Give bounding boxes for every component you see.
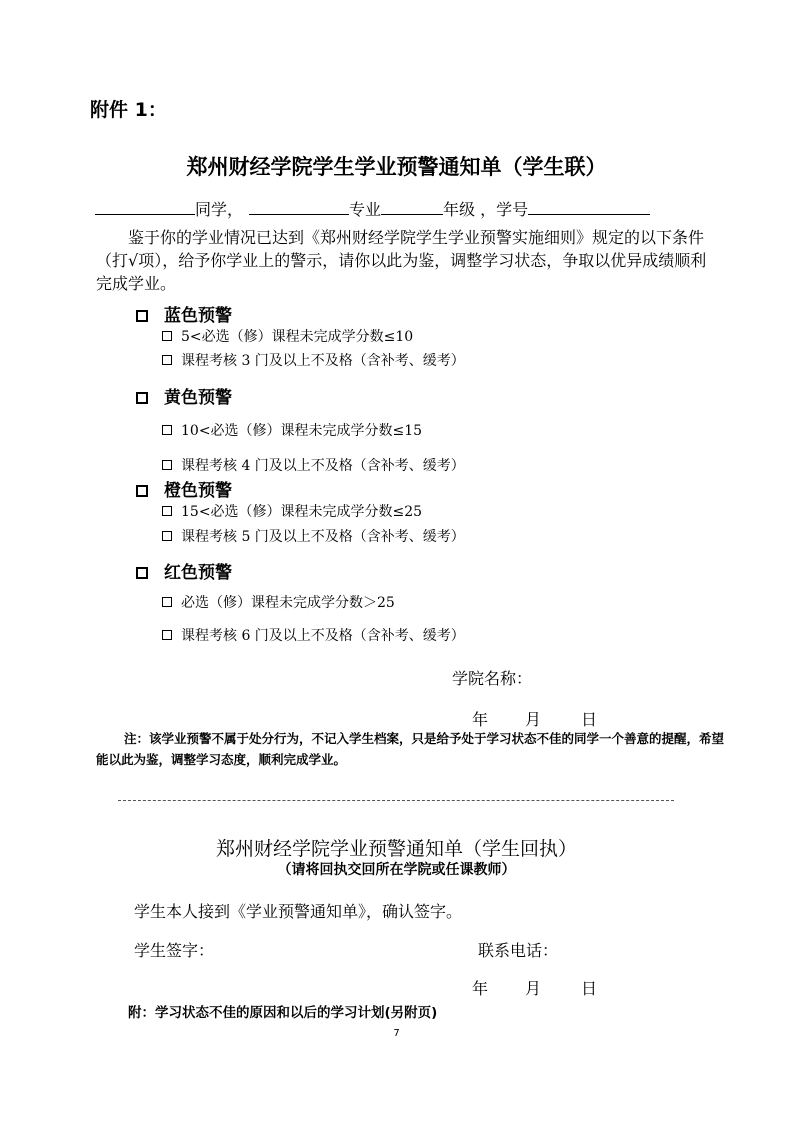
notice-title: 郑州财经学院学生学业预警通知单（学生联） (186, 155, 607, 179)
condition-text: 课程考核 5 门及以上不及格（含补考、缓考） (181, 529, 465, 545)
attachment-label: 附件 1： (90, 99, 167, 121)
condition-item (162, 455, 465, 475)
warning-yellow (136, 383, 232, 408)
condition-item (162, 326, 413, 346)
warning-orange (136, 476, 232, 501)
condition-checkbox[interactable] (162, 506, 172, 516)
condition-item (162, 625, 465, 645)
attachment-note: 附：学习状态不佳的原因和以后的学习计划(另附页) (128, 1005, 438, 1021)
signature-label: 学生签字： (134, 941, 215, 960)
condition-text: 课程考核 6 门及以上不及格（含补考、缓考） (181, 628, 465, 644)
warning-red-label: 红色预警 (164, 563, 232, 583)
condition-text: 课程考核 4 门及以上不及格（含补考、缓考） (181, 458, 465, 474)
notice-date-day: 日 (581, 710, 598, 729)
warning-blue-checkbox[interactable] (136, 310, 148, 322)
condition-text: 课程考核 3 门及以上不及格（含补考、缓考） (181, 353, 465, 369)
grade-blank[interactable] (381, 196, 443, 215)
page-number: 7 (393, 1028, 400, 1039)
condition-checkbox[interactable] (162, 331, 172, 341)
name-blank[interactable] (95, 196, 195, 215)
condition-text: 15<必选（修）课程未完成学分数≤25 (181, 504, 423, 520)
confirm-text: 学生本人接到《学业预警通知单》，确认签字。 (134, 902, 463, 921)
warning-orange-checkbox[interactable] (136, 485, 148, 497)
student-id-blank[interactable] (528, 196, 650, 215)
warning-yellow-label: 黄色预警 (164, 388, 232, 408)
condition-item (162, 526, 465, 546)
condition-checkbox[interactable] (162, 355, 172, 365)
cut-line (118, 800, 674, 801)
condition-text: 10<必选（修）课程未完成学分数≤15 (181, 423, 423, 439)
college-name-label: 学院名称： (452, 669, 533, 688)
condition-checkbox[interactable] (162, 425, 172, 435)
condition-item (162, 350, 465, 370)
warning-red (136, 558, 232, 583)
condition-checkbox[interactable] (162, 531, 172, 541)
warning-red-checkbox[interactable] (136, 567, 148, 579)
warning-yellow-checkbox[interactable] (136, 392, 148, 404)
condition-checkbox[interactable] (162, 597, 172, 607)
intro-paragraph: 鉴于你的学业情况已达到《郑州财经学院学生学业预警实施细则》规定的以下条件（打√项），给予你学业上的警示，请你以此为鉴，调整学习状态，争取以优异成绩顺利完成学业。 (96, 228, 707, 293)
receipt-date-day: 日 (581, 979, 598, 998)
grade-label: 年级 ，学号 (443, 200, 529, 219)
condition-checkbox[interactable] (162, 630, 172, 640)
notice-date-month: 月 (525, 710, 542, 729)
receipt-date-month: 月 (525, 979, 542, 998)
major-label: 专业 (349, 200, 382, 219)
fill-line (95, 196, 650, 220)
warning-orange-label: 橙色预警 (164, 481, 232, 501)
receipt-date-year: 年 (472, 979, 489, 998)
major-blank[interactable] (249, 196, 349, 215)
condition-text: 5<必选（修）课程未完成学分数≤10 (181, 329, 414, 345)
condition-item (162, 501, 422, 521)
phone-label: 联系电话： (478, 941, 559, 960)
condition-text: 必选（修）课程未完成学分数＞25 (181, 595, 395, 611)
disclaimer-note: 注：该学业预警不属于处分行为，不记入学生档案，只是给予处于学习状态不佳的同学一个善意的提醒，希望能以此为鉴，调整学习态度，顺利完成学业。 (96, 731, 725, 767)
condition-item (162, 592, 395, 612)
classmate-label: 同学， (195, 200, 244, 219)
condition-checkbox[interactable] (162, 460, 172, 470)
receipt-title: 郑州财经学院学业预警通知单（学生回执） (215, 838, 577, 860)
receipt-subtitle: （请将回执交回所在学院或任课教师） (277, 862, 516, 878)
warning-blue-label: 蓝色预警 (164, 306, 232, 326)
notice-date-year: 年 (472, 710, 489, 729)
warning-blue (136, 301, 232, 326)
condition-item (162, 420, 422, 440)
